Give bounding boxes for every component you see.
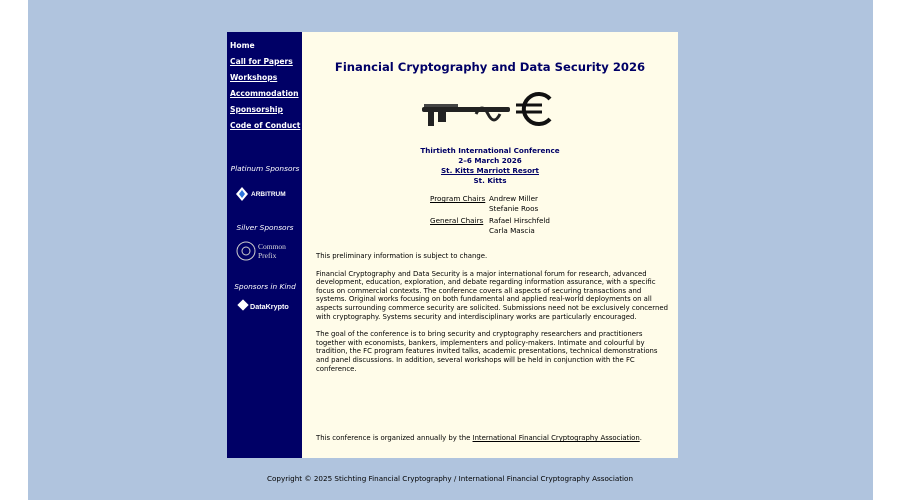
nav-code-of-conduct-link[interactable]: Code of Conduct xyxy=(230,121,301,130)
program-chairs-names xyxy=(489,194,538,214)
copyright-notice: Copyright © 2025 Stichting Financial Cryptography / International Financial Cryptography Association xyxy=(266,474,634,483)
chairs-table xyxy=(430,194,550,238)
nav-home-link[interactable]: Home xyxy=(230,41,255,50)
sponsors-in-kind-heading: Sponsors in Kind xyxy=(234,282,296,291)
page-title: Financial Cryptography and Data Security 2026 xyxy=(334,60,646,74)
key-euro-logo xyxy=(420,87,560,129)
conference-location: St. Kitts xyxy=(473,176,507,185)
common-prefix-icon xyxy=(235,240,295,262)
nav-accommodation-link[interactable]: Accommodation xyxy=(230,89,299,98)
general-chair-2: Carla Mascia xyxy=(489,226,535,235)
program-chairs-row xyxy=(430,194,550,214)
program-chair-2: Stefanie Roos xyxy=(489,204,539,213)
common-prefix-text-2: Prefix xyxy=(258,251,277,260)
arbitrum-icon xyxy=(235,186,295,202)
organizer-suffix: . xyxy=(639,434,642,442)
ifca-link[interactable]: International Financial Cryptography Association xyxy=(472,434,640,442)
arbitrum-logo-text: ARBITRUM xyxy=(251,191,286,198)
common-prefix-text-1: Common xyxy=(258,242,286,251)
nav-sponsorship-link[interactable]: Sponsorship xyxy=(230,105,283,114)
nav-call-for-papers-link[interactable]: Call for Papers xyxy=(230,57,293,66)
nav-menu xyxy=(230,38,302,134)
preliminary-notice: This preliminary information is subject to change. xyxy=(316,252,488,260)
sidebar xyxy=(227,32,302,458)
program-chairs-link[interactable]: Program Chairs xyxy=(430,194,486,203)
general-chairs-link[interactable]: General Chairs xyxy=(430,216,484,225)
general-chairs-row xyxy=(430,216,550,236)
platinum-sponsors-heading: Platinum Sponsors xyxy=(230,164,300,173)
goal-paragraph: The goal of the conference is to bring security and cryptography researchers and practitioners together with economists, bankers, implementers and policy-makers. Intimate and colourful by tradition, the FC program features invited talks, academic presentations, technical demonstrations and panel discussions. In addition, several workshops will be held in conjunction with the FC conference. xyxy=(316,330,658,373)
nav-workshops-link[interactable]: Workshops xyxy=(230,73,278,82)
intro-paragraph: Financial Cryptography and Data Security is a major international forum for research, advanced development, education, exploration, and debate regarding information assurance, with a specific focus on commercial contexts. The conference covers all aspects of securing transactions and systems. Original works focusing on both fundamental and applied real-world deployments on all aspects surrounding commerce security are solicited. Submissions need not be exclusively concerned with cryptography. Systems security and interdisciplinary works are particularly encouraged. xyxy=(316,269,668,321)
body-text xyxy=(316,252,668,382)
conference-venue-link[interactable]: St. Kitts Marriott Resort xyxy=(440,166,539,175)
program-chair-1: Andrew Miller xyxy=(489,194,538,203)
conference-dates: 2–6 March 2026 xyxy=(458,156,522,165)
general-chairs-names xyxy=(489,216,550,236)
organizer-note xyxy=(316,434,676,442)
arbitrum-logo[interactable] xyxy=(230,186,300,206)
datakrypto-icon xyxy=(235,299,295,313)
conference-info xyxy=(302,146,678,186)
general-chair-1: Rafael Hirschfeld xyxy=(489,216,550,225)
organizer-prefix: This conference is organized annually by the xyxy=(316,434,473,442)
common-prefix-logo[interactable] xyxy=(230,240,300,266)
datakrypto-logo-text: DataKrypto xyxy=(250,302,289,311)
key-euro-icon xyxy=(420,87,560,129)
silver-sponsors-heading: Silver Sponsors xyxy=(236,223,294,232)
main-content xyxy=(302,32,678,458)
conference-edition: Thirtieth International Conference xyxy=(420,146,560,155)
datakrypto-logo[interactable] xyxy=(230,298,300,317)
